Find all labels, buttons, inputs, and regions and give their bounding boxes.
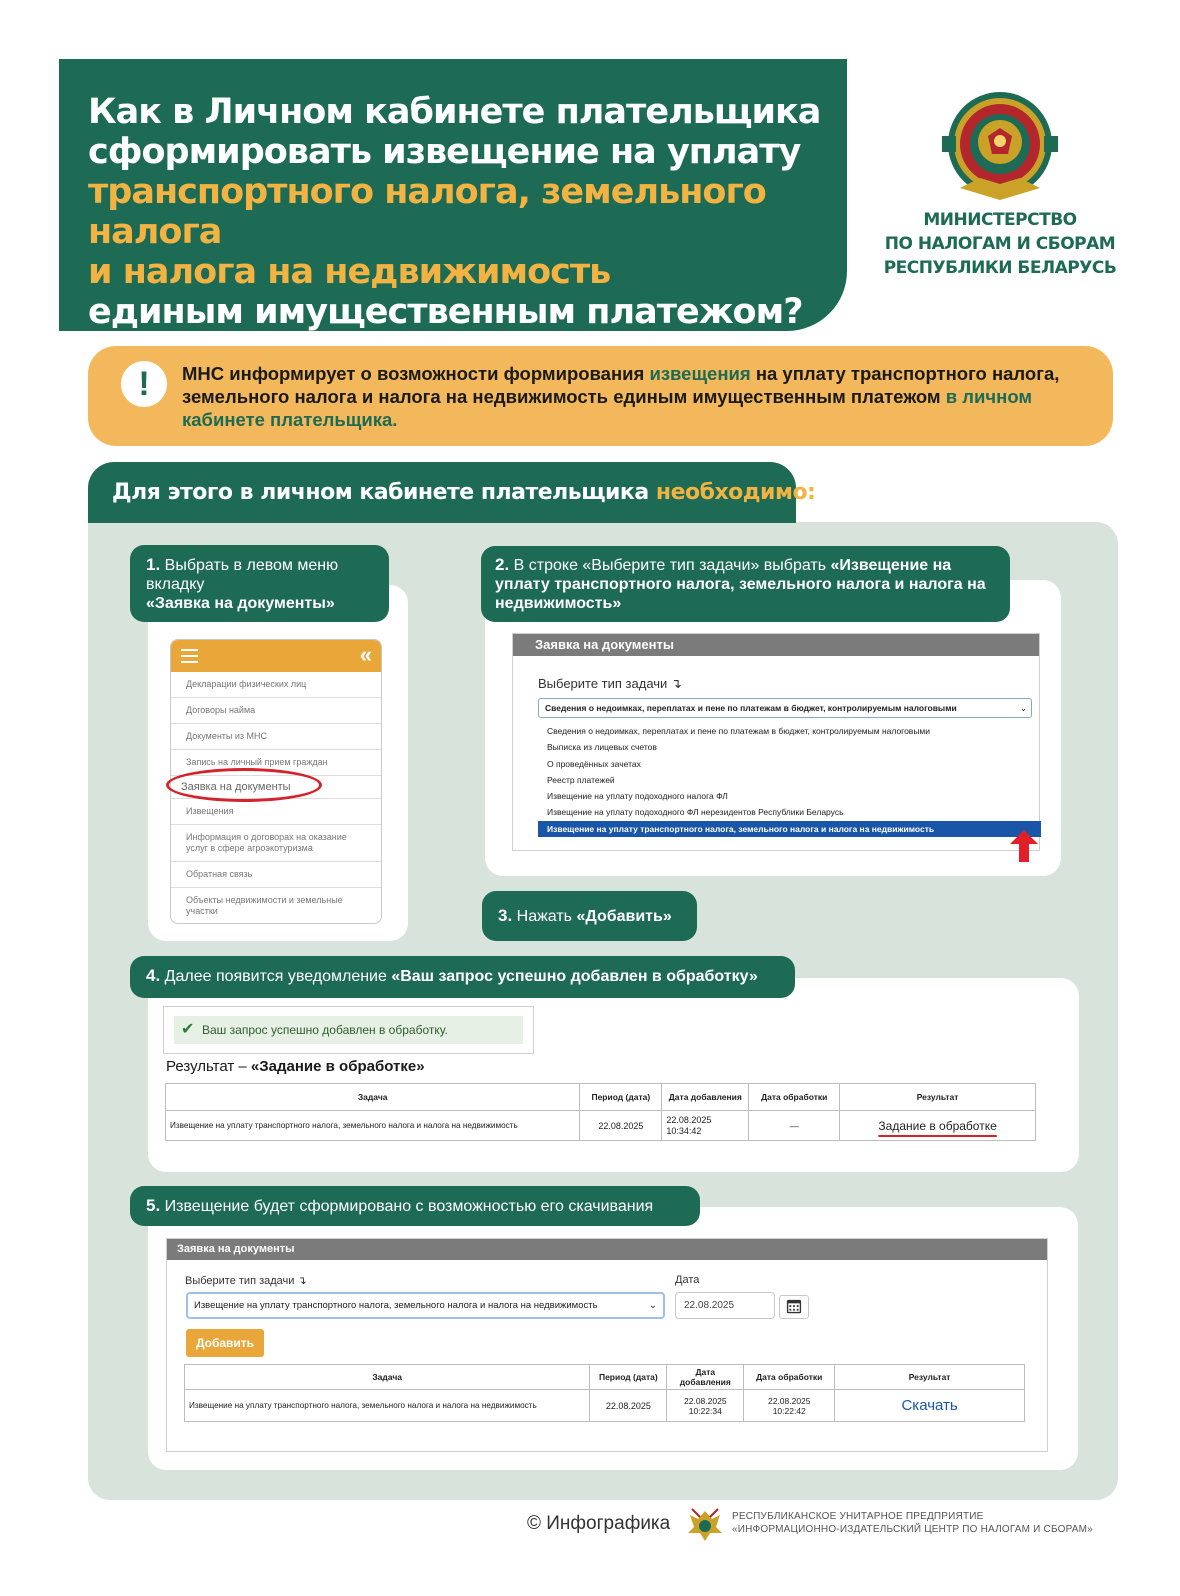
tasks-table bbox=[165, 1083, 1036, 1141]
title-line: единым имущественным платежом? bbox=[88, 292, 803, 332]
menu-item[interactable]: Документы из МНС bbox=[171, 724, 381, 750]
exclamation-icon: ! bbox=[121, 361, 167, 407]
processed-cell bbox=[744, 1390, 835, 1422]
red-arrow-up-icon bbox=[1010, 830, 1038, 862]
ministry-line: ПО НАЛОГАМ И СБОРАМ bbox=[884, 234, 1116, 254]
date-label: Дата bbox=[675, 1274, 700, 1286]
task-type-select[interactable] bbox=[186, 1292, 665, 1319]
task-cell: Извещение на уплату транспортного налога, земельного налога и налога на недвижимость bbox=[185, 1390, 590, 1422]
menu-bar bbox=[171, 640, 381, 672]
hamburger-icon[interactable] bbox=[181, 649, 198, 663]
column-header: Дата добавления bbox=[662, 1084, 749, 1111]
collapse-icon[interactable]: « bbox=[359, 642, 372, 667]
task-option[interactable]: Сведения о недоимках, переплатах и пене по платежам в бюджет, контролируемым налоговыми bbox=[547, 726, 931, 736]
added-cell bbox=[667, 1390, 744, 1422]
sort-icon: ↴ bbox=[297, 1275, 307, 1287]
result-cell bbox=[835, 1390, 1025, 1422]
step2-bold: «Извещение на уплату транспортного налога, земельного налога и налога на недвижимость» bbox=[495, 557, 986, 612]
task-option[interactable]: Извещение на уплату подоходного ФЛ нерезидентов Республики Беларусь bbox=[547, 807, 844, 818]
menu-item-documents-request[interactable]: Заявка на документы bbox=[171, 776, 381, 799]
column-header: Дата обработки bbox=[749, 1084, 840, 1111]
notification-body bbox=[174, 1016, 523, 1044]
table-header-row bbox=[185, 1365, 1025, 1390]
processed-cell: — bbox=[749, 1111, 840, 1141]
notification-text: Ваш запрос успешно добавлен в обработку. bbox=[202, 1023, 448, 1037]
add-button[interactable]: Добавить bbox=[186, 1329, 264, 1357]
processed-date: 22.08.2025 bbox=[767, 1395, 811, 1406]
task-type-select[interactable] bbox=[538, 698, 1032, 718]
column-header: Период (дата) bbox=[580, 1084, 662, 1111]
chevron-down-icon: ⌄ bbox=[1018, 699, 1027, 717]
calendar-icon[interactable] bbox=[779, 1295, 809, 1319]
menu-item[interactable]: Объекты недвижимости и земельные участки bbox=[186, 895, 343, 916]
result-caption bbox=[166, 1058, 425, 1076]
task-cell: Извещение на уплату транспортного налога, земельного налога и налога на недвижимость bbox=[166, 1111, 580, 1141]
task-type-label-text: Выберите тип задачи bbox=[538, 676, 668, 691]
column-header: Результат bbox=[835, 1365, 1025, 1390]
download-link[interactable]: Скачать bbox=[901, 1397, 958, 1414]
step-number: 4. bbox=[146, 966, 161, 985]
publisher-line: «ИНФОРМАЦИОННО-ИЗДАТЕЛЬСКИЙ ЦЕНТР ПО НАЛОГАМ И СБОРАМ» bbox=[732, 1524, 1093, 1535]
ministry-line: РЕСПУБЛИКИ БЕЛАРУСЬ bbox=[883, 258, 1117, 278]
documents-request-window bbox=[512, 633, 1040, 851]
step3-label bbox=[482, 891, 697, 941]
column-header: Задача bbox=[166, 1084, 580, 1111]
ministry-emblem-icon bbox=[940, 88, 1060, 203]
task-option[interactable]: Выписка из лицевых счетов bbox=[547, 742, 657, 753]
section-title bbox=[112, 478, 815, 508]
added-date: 22.08.2025 bbox=[684, 1395, 727, 1406]
result-label: Результат – bbox=[166, 1058, 251, 1075]
added-time: 10:22:34 bbox=[688, 1405, 722, 1416]
table-header-row bbox=[166, 1084, 1036, 1111]
menu-item[interactable]: Декларации физических лиц bbox=[171, 672, 381, 698]
processed-time: 10:22:42 bbox=[772, 1405, 806, 1416]
task-type-label-text: Выберите тип задачи bbox=[185, 1275, 295, 1287]
section-title-text: Для этого в личном кабинете плательщика bbox=[112, 480, 656, 505]
column-header: Результат bbox=[840, 1084, 1036, 1111]
menu-item[interactable]: Извещения bbox=[171, 799, 381, 825]
step5-label bbox=[130, 1186, 700, 1226]
info-text-highlight: в личном кабинете плательщика. bbox=[182, 386, 1033, 430]
step-number: 1. bbox=[146, 555, 161, 574]
highlight-oval bbox=[166, 768, 322, 802]
date-input[interactable]: 22.08.2025 bbox=[675, 1292, 775, 1319]
table-row bbox=[166, 1111, 1036, 1141]
period-cell: 22.08.2025 bbox=[590, 1390, 667, 1422]
task-option[interactable]: Реестр платежей bbox=[547, 774, 615, 785]
step2-label bbox=[481, 546, 1010, 622]
result-cell bbox=[840, 1111, 1036, 1141]
menu-item[interactable]: Обратная связь bbox=[171, 862, 381, 888]
info-text-part: МНС информирует о возможности формирования bbox=[182, 363, 650, 384]
step-number: 2. bbox=[495, 555, 510, 574]
column-header: Дата обработки bbox=[744, 1365, 835, 1390]
period-cell: 22.08.2025 bbox=[580, 1111, 662, 1141]
info-text-part: на уплату транспортного налога, земельного налога и налога на недвижимость единым имущественным платежом bbox=[182, 363, 1060, 407]
step1-bold: «Заявка на документы» bbox=[146, 595, 335, 612]
column-header: Дата добавления bbox=[667, 1365, 744, 1390]
title-line: сформировать извещение на уплату bbox=[88, 132, 801, 172]
step4-bold: «Ваш запрос успешно добавлен в обработку» bbox=[391, 968, 758, 985]
step2-text: В строке «Выберите тип задачи» выбрать bbox=[513, 557, 831, 574]
publisher-line: РЕСПУБЛИКАНСКОЕ УНИТАРНОЕ ПРЕДПРИЯТИЕ bbox=[732, 1511, 984, 1522]
added-cell bbox=[662, 1111, 749, 1141]
title-line-highlight: транспортного налога, земельного налога bbox=[88, 172, 766, 252]
window-title: Заявка на документы bbox=[167, 1239, 1047, 1260]
checkmark-icon: ✔ bbox=[181, 1021, 195, 1038]
step-number: 5. bbox=[146, 1196, 161, 1215]
copyright: © Инфографика bbox=[527, 1513, 671, 1534]
column-header: Задача bbox=[185, 1365, 590, 1390]
step4-text: Далее появится уведомление bbox=[164, 968, 392, 985]
publisher-logo-icon bbox=[686, 1507, 724, 1543]
task-option-selected[interactable]: Извещение на уплату транспортного налога, земельного налога и налога на недвижимость bbox=[538, 821, 1041, 837]
added-date: 22.08.2025 bbox=[666, 1114, 712, 1125]
task-option[interactable]: Извещение на уплату подоходного налога ФЛ bbox=[547, 791, 728, 802]
page-title bbox=[88, 92, 848, 332]
info-text-highlight: извещения bbox=[649, 363, 751, 384]
sort-icon: ↴ bbox=[670, 676, 682, 691]
result-bold: «Задание в обработке» bbox=[250, 1058, 425, 1075]
task-type-label bbox=[538, 676, 682, 692]
step1-label bbox=[130, 545, 389, 622]
status-text: Задание в обработке bbox=[878, 1118, 997, 1133]
chevron-down-icon: ⌄ bbox=[647, 1294, 657, 1317]
window-title: Заявка на документы bbox=[513, 634, 1039, 656]
step1-text: Выбрать в левом меню вкладку bbox=[146, 557, 339, 593]
success-notification bbox=[163, 1006, 534, 1054]
ministry-line: МИНИСТЕРСТВО bbox=[923, 210, 1077, 230]
menu-item[interactable]: Договоры найма bbox=[171, 698, 381, 724]
step3-text: Нажать bbox=[516, 908, 577, 925]
publisher-name bbox=[732, 1510, 1132, 1536]
task-type-select-value: Сведения о недоимках, переплатах и пене по платежам в бюджет, контролируемым налоговыми bbox=[545, 703, 957, 713]
task-type-options bbox=[538, 723, 1041, 837]
column-header: Период (дата) bbox=[590, 1365, 667, 1390]
task-option[interactable]: О проведённых зачетах bbox=[547, 758, 641, 769]
added-time: 10:34:42 bbox=[666, 1125, 702, 1136]
step3-bold: «Добавить» bbox=[576, 908, 672, 925]
step4-label bbox=[130, 956, 795, 998]
ministry-name bbox=[880, 208, 1120, 280]
task-type-label bbox=[185, 1274, 307, 1287]
task-type-select-value: Извещение на уплату транспортного налога, земельного налога и налога на недвижимость bbox=[194, 1300, 598, 1311]
step5-text: Извещение будет сформировано с возможностью его скачивания bbox=[164, 1198, 654, 1215]
menu-item[interactable]: Запись на личный прием граждан bbox=[171, 750, 381, 776]
section-title-highlight: необходимо: bbox=[655, 480, 816, 505]
title-line-highlight: и налога на недвижимость bbox=[88, 252, 611, 292]
tasks-table bbox=[184, 1364, 1025, 1422]
title-line: Как в Личном кабинете плательщика bbox=[88, 92, 821, 132]
info-text bbox=[182, 362, 1092, 431]
table-row bbox=[185, 1390, 1025, 1422]
step-number: 3. bbox=[498, 906, 513, 925]
menu-item[interactable]: Информация о договорах на оказание услуг в сфере агроэкотуризма bbox=[171, 825, 381, 862]
